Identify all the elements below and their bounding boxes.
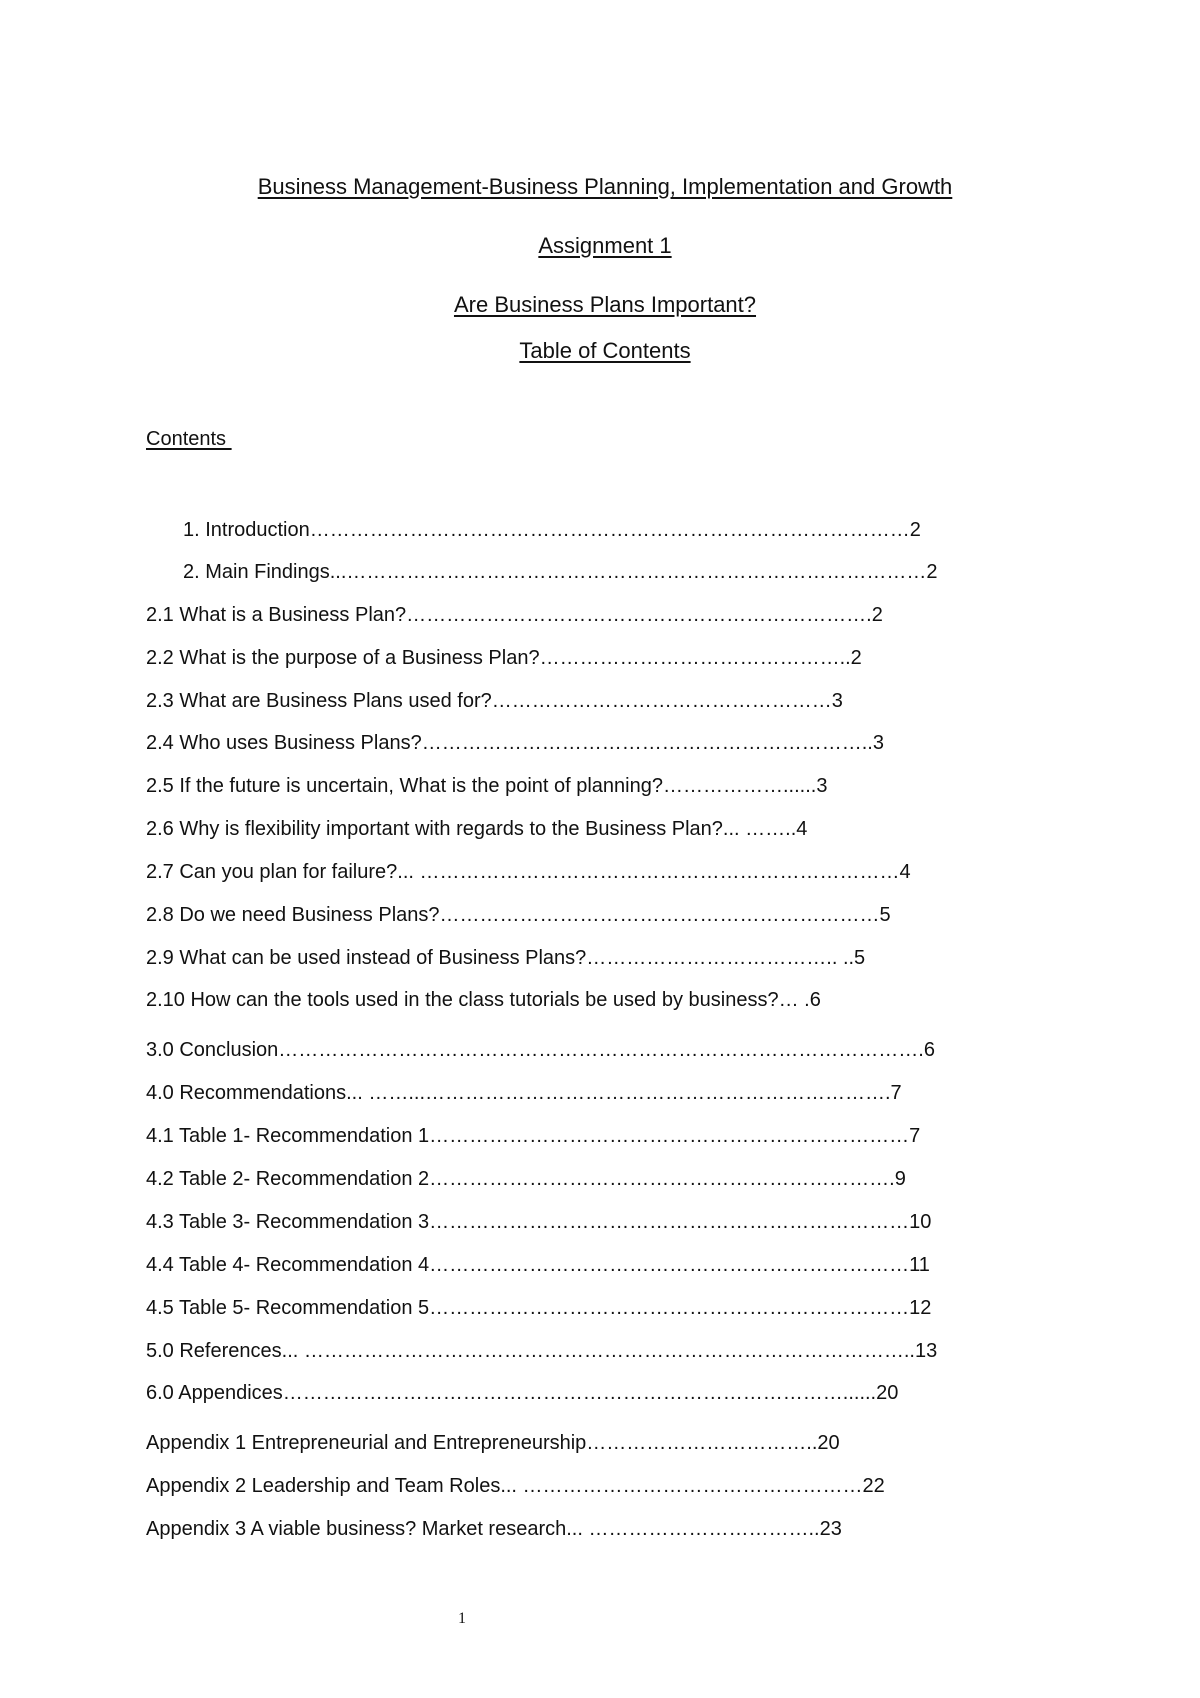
- question-heading: Are Business Plans Important?: [453, 292, 757, 317]
- toc-entry-appendix-2: Appendix 2 Leadership and Team Roles... ……………………………………………22: [146, 1475, 885, 1497]
- toc-entry-4-4: 4.4 Table 4- Recommendation 4………………………………………………………………11: [146, 1254, 930, 1276]
- toc-heading: Table of Contents: [519, 338, 691, 363]
- toc-entry-2-4: 2.4 Who uses Business Plans?…………………………………………………………..3: [146, 732, 884, 754]
- toc-entry-appendix-3: Appendix 3 A viable business? Market research... ……………………………..23: [146, 1518, 842, 1540]
- page-number: 1: [458, 1610, 466, 1627]
- toc-entry-appendices: 6.0 Appendices…………………………………………………………………………......20: [146, 1382, 899, 1404]
- toc-entry-references: 5.0 References... ………………………………………………………………………………..13: [146, 1340, 938, 1362]
- toc-entry-2-7: 2.7 Can you plan for failure?... ………………………………………………………………4: [146, 861, 911, 883]
- assignment-label: Assignment 1: [538, 233, 672, 258]
- toc-entry-2-3: 2.3 What are Business Plans used for?……………………………………………3: [146, 690, 843, 712]
- contents-label: Contents: [146, 428, 232, 450]
- toc-entry-appendix-1: Appendix 1 Entrepreneurial and Entrepreneurship……………………………..20: [146, 1432, 840, 1454]
- toc-entry-2-2: 2.2 What is the purpose of a Business Plan?………………………………………..2: [146, 647, 862, 669]
- toc-entry-2-6: 2.6 Why is flexibility important with regards to the Business Plan?... ……..4: [146, 818, 808, 840]
- toc-entry-conclusion: 3.0 Conclusion…………………………………………………………………………………….6: [146, 1039, 935, 1061]
- toc-entry-4-2: 4.2 Table 2- Recommendation 2…………………………………………………………….9: [146, 1168, 906, 1190]
- toc-entry-2-1: 2.1 What is a Business Plan?…………………………………………………………….2: [146, 604, 883, 626]
- toc-entry-introduction: 1. Introduction………………………………………………………………………………2: [183, 519, 921, 541]
- toc-entry-4-5: 4.5 Table 5- Recommendation 5………………………………………………………………12: [146, 1297, 932, 1319]
- toc-entry-2-8: 2.8 Do we need Business Plans?…………………………………………………………5: [146, 904, 891, 926]
- toc-entry-main-findings: 2. Main Findings...……………………………………………………………………………2: [183, 561, 938, 583]
- document-title: Business Management-Business Planning, Implementation and Growth: [257, 174, 953, 199]
- toc-entry-4-1: 4.1 Table 1- Recommendation 1………………………………………………………………7: [146, 1125, 921, 1147]
- toc-entry-2-10: 2.10 How can the tools used in the class tutorials be used by business?… .6: [146, 989, 821, 1011]
- toc-entry-2-9: 2.9 What can be used instead of Business Plans?……………………………….. ..5: [146, 947, 866, 969]
- toc-entry-2-5: 2.5 If the future is uncertain, What is the point of planning?………………......3: [146, 775, 828, 797]
- toc-entry-recommendations: 4.0 Recommendations... ……...…………………………………………………………….7: [146, 1082, 902, 1104]
- toc-entry-4-3: 4.3 Table 3- Recommendation 3………………………………………………………………10: [146, 1211, 932, 1233]
